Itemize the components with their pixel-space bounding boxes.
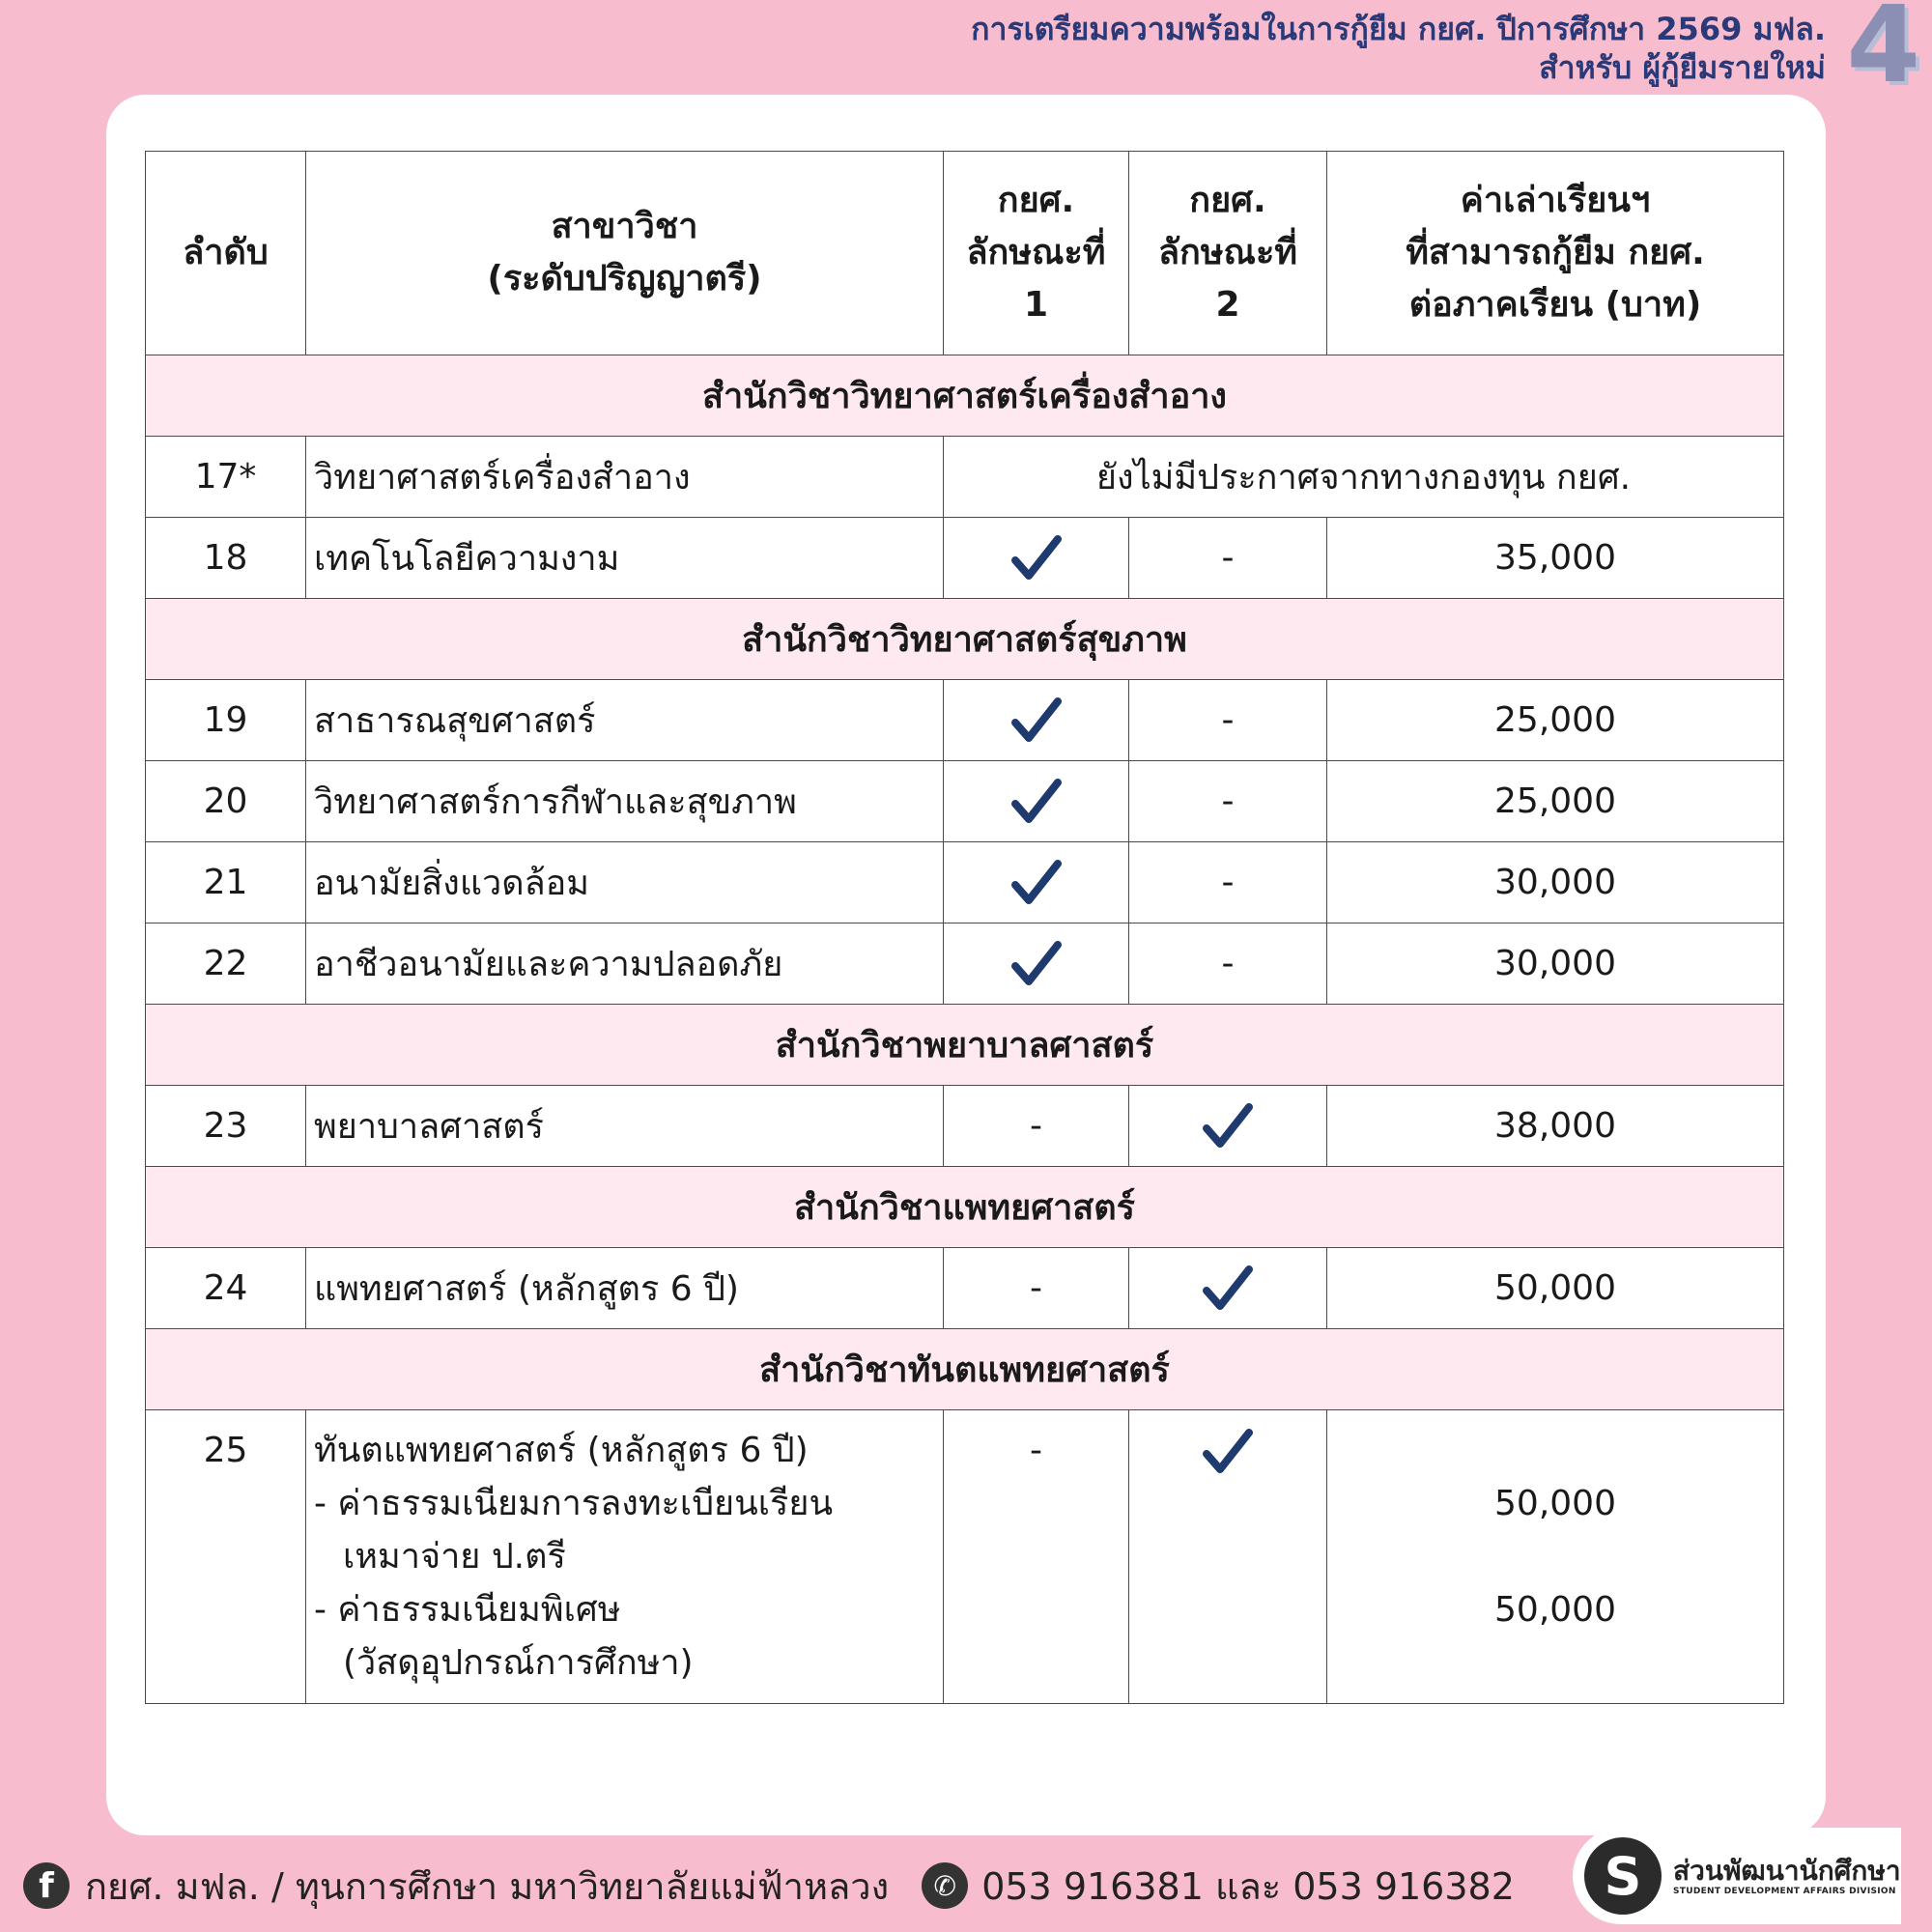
row-fee: 25,000	[1327, 680, 1784, 761]
document-header	[971, 10, 1826, 87]
fee-item-special-detail: (วัสดุอุปกรณ์การศึกษา)	[343, 1643, 694, 1683]
header-type1: กยศ. ลักษณะที่ 1	[944, 152, 1129, 355]
header-fee: ค่าเล่าเรียนฯ ที่สามารถกู้ยืม กยศ. ต่อภาคเรียน (บาท)	[1327, 152, 1784, 355]
row-no: 17*	[146, 437, 306, 518]
row-major: พยาบาลศาสตร์	[306, 1086, 944, 1167]
phone-icon: ✆	[922, 1862, 968, 1909]
row-no: 21	[146, 842, 306, 923]
row-major: เทคโนโลยีความงาม	[306, 518, 944, 599]
section-row: สำนักวิชาทันตแพทยศาสตร์	[146, 1329, 1784, 1410]
check-icon	[1203, 1101, 1253, 1151]
check-icon	[1011, 939, 1062, 989]
row-no: 22	[146, 923, 306, 1005]
row-type1: -	[944, 1248, 1129, 1329]
facebook-page[interactable]: กยศ. มฟล. / ทุนการศึกษา มหาวิทยาลัยแม่ฟ้าหลวง	[85, 1864, 890, 1908]
facebook-icon: f	[23, 1862, 70, 1909]
table-row	[146, 1410, 1784, 1704]
row-no: 18	[146, 518, 306, 599]
section-row: สำนักวิชาวิทยาศาสตร์เครื่องสำอาง	[146, 355, 1784, 437]
row-type1: -	[944, 1086, 1129, 1167]
row-type2: -	[1129, 923, 1327, 1005]
row-type2: -	[1129, 761, 1327, 842]
row-no: 20	[146, 761, 306, 842]
table-row	[146, 518, 1784, 599]
row-major: สาธารณสุขศาสตร์	[306, 680, 944, 761]
row-fee: 35,000	[1327, 518, 1784, 599]
row-type2	[1129, 1248, 1327, 1329]
row-major: แพทยศาสตร์ (หลักสูตร 6 ปี)	[306, 1248, 944, 1329]
section-row: สำนักวิชาวิทยาศาสตร์สุขภาพ	[146, 599, 1784, 680]
row-no: 25	[146, 1410, 306, 1704]
row-major: วิทยาศาสตร์เครื่องสำอาง	[306, 437, 944, 518]
check-icon	[1011, 696, 1062, 746]
header-major: สาขาวิชา (ระดับปริญญาตรี)	[306, 152, 944, 355]
row-type2	[1129, 1086, 1327, 1167]
fee-special: 50,000	[1494, 1590, 1616, 1630]
logo-mark-icon: S	[1584, 1837, 1662, 1915]
row-major-title: ทันตแพทยศาสตร์ (หลักสูตร 6 ปี)	[314, 1431, 809, 1470]
row-major: อนามัยสิ่งแวดล้อม	[306, 842, 944, 923]
row-type2: -	[1129, 518, 1327, 599]
table-header-row	[146, 152, 1784, 355]
logo-english-text: STUDENT DEVELOPMENT AFFAIRS DIVISION	[1673, 1887, 1896, 1896]
header-no: ลำดับ	[146, 152, 306, 355]
check-icon	[1203, 1264, 1253, 1314]
row-major	[306, 1410, 944, 1704]
row-fee: 30,000	[1327, 842, 1784, 923]
check-icon	[1011, 533, 1062, 583]
table-row	[146, 842, 1784, 923]
row-no: 19	[146, 680, 306, 761]
row-no: 24	[146, 1248, 306, 1329]
row-type1: -	[944, 1410, 1129, 1704]
fee-registration: 50,000	[1494, 1484, 1616, 1523]
content-card	[106, 95, 1826, 1835]
row-type2: -	[1129, 842, 1327, 923]
row-major: วิทยาศาสตร์การกีฬาและสุขภาพ	[306, 761, 944, 842]
header-title: การเตรียมความพร้อมในการกู้ยืม กยศ. ปีการศึกษา 2569 มฟล.	[971, 11, 1826, 47]
logo-thai-text: ส่วนพัฒนานักศึกษา	[1673, 1855, 1901, 1887]
row-type2	[1129, 1410, 1327, 1704]
check-icon	[1011, 858, 1062, 908]
division-logo	[1573, 1828, 1901, 1924]
row-type1	[944, 842, 1129, 923]
table-row	[146, 1248, 1784, 1329]
row-type2: -	[1129, 680, 1327, 761]
fee-item-registration-detail: เหมาจ่าย ป.ตรี	[343, 1537, 566, 1577]
header-type2: กยศ. ลักษณะที่ 2	[1129, 152, 1327, 355]
row-fee: 38,000	[1327, 1086, 1784, 1167]
row-type1	[944, 761, 1129, 842]
table-row	[146, 761, 1784, 842]
row-fee	[1327, 1410, 1784, 1704]
check-icon	[1011, 777, 1062, 827]
page-number: 4	[1846, 0, 1920, 106]
row-fee: 30,000	[1327, 923, 1784, 1005]
row-type1	[944, 518, 1129, 599]
phone-numbers: 053 916381 และ 053 916382	[981, 1864, 1515, 1908]
section-row: สำนักวิชาพยาบาลศาสตร์	[146, 1005, 1784, 1086]
table-row	[146, 680, 1784, 761]
row-fee: 50,000	[1327, 1248, 1784, 1329]
row-type1	[944, 923, 1129, 1005]
table-row	[146, 923, 1784, 1005]
header-subtitle: สำหรับ ผู้กู้ยืมรายใหม่	[1539, 49, 1826, 86]
row-no: 23	[146, 1086, 306, 1167]
row-type1	[944, 680, 1129, 761]
fee-item-special: - ค่าธรรมเนียมพิเศษ	[314, 1590, 621, 1630]
table-row	[146, 437, 1784, 518]
loan-eligibility-table	[145, 151, 1784, 1704]
section-row: สำนักวิชาแพทยศาสตร์	[146, 1167, 1784, 1248]
row-fee: 25,000	[1327, 761, 1784, 842]
fee-item-registration: - ค่าธรรมเนียมการลงทะเบียนเรียน	[314, 1484, 834, 1523]
check-icon	[1203, 1427, 1253, 1477]
footer-contact	[23, 1857, 1515, 1915]
row-note: ยังไม่มีประกาศจากทางกองทุน กยศ.	[944, 437, 1784, 518]
table-row	[146, 1086, 1784, 1167]
row-major: อาชีวอนามัยและความปลอดภัย	[306, 923, 944, 1005]
